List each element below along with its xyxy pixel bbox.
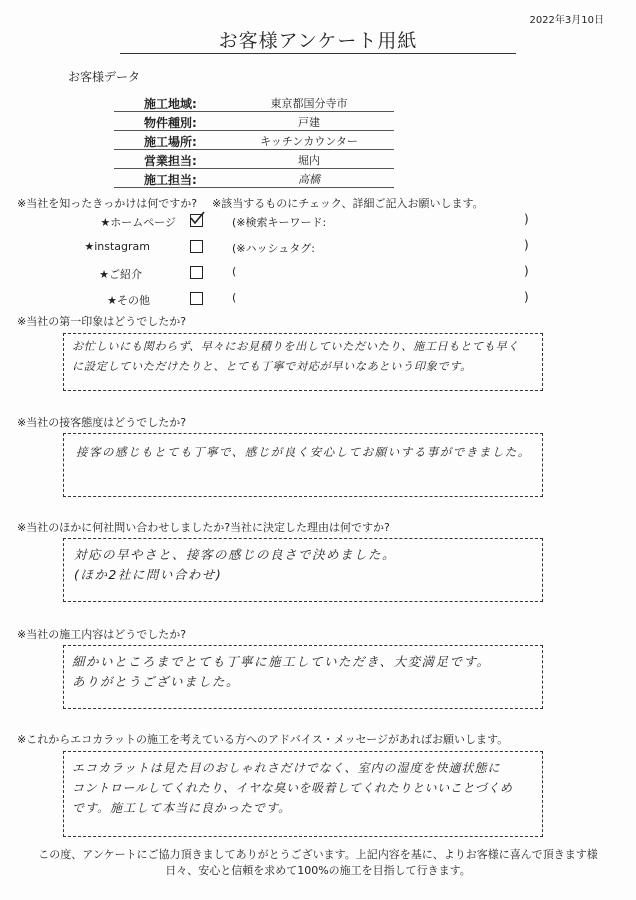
row-label: 施工地域: <box>144 97 197 111</box>
row-label: 物件種別: <box>144 116 197 130</box>
close-paren: ) <box>524 238 529 252</box>
answer-text <box>72 337 537 377</box>
handwritten-installer-name: 高橋 <box>298 173 320 186</box>
row-underline <box>114 187 394 188</box>
footer-line-2: 日々、安心と信頼を求めて100%の施工を目指して行きます。 <box>165 864 471 877</box>
page-title: お客様アンケート用紙 <box>218 30 418 52</box>
row-label: 施工担当: <box>144 173 197 187</box>
customer-row-area <box>114 93 394 112</box>
close-paren: ) <box>524 290 529 304</box>
answer-line: です。施工して本当に良かったです。 <box>72 801 292 815</box>
row-value: キッチンカウンター <box>260 135 358 148</box>
row-value: 戸建 <box>298 116 320 129</box>
row-label: 営業担当: <box>144 154 197 168</box>
q6-question: ※これからエコカラットの施工を考えている方へのアドバイス・メッセージがあればお願いします。 <box>17 733 509 746</box>
answer-line: コントロールしてくれたり、イヤな臭いを吸着してくれたりといいことづくめ <box>72 781 513 795</box>
answer-line: 接客の感じもとても丁寧で、感じが良く安心してお願いする事ができました。 <box>76 445 531 459</box>
source-detail-homepage: (※検索キーワード: <box>232 216 327 229</box>
source-detail-other: ( <box>232 291 237 304</box>
footer-line-1: この度、アンケートにご協力頂きましてありがとうございます。上記内容を基に、よりお客様に喜んで頂きます様 <box>38 848 598 861</box>
row-label: 施工場所: <box>144 135 197 149</box>
q3-question: ※当社の接客態度はどうでしたか? <box>17 416 187 429</box>
source-detail-instagram: (※ハッシュタグ: <box>232 242 315 255</box>
row-value: 東京都国分寺市 <box>270 97 348 110</box>
answer-line: ありがとうございました。 <box>72 674 241 689</box>
checkbox-referral[interactable] <box>190 266 203 279</box>
answer-line: エコカラットは見た目のおしゃれさだけでなく、室内の湿度を快適状態に <box>72 761 501 775</box>
answer-line: お忙しいにも関わらず、早々にお見積りを出していただいたり、施工日もとても早く <box>72 340 520 353</box>
q2-question: ※当社の第一印象はどうでしたか? <box>17 315 187 328</box>
checkbox-other[interactable] <box>190 292 203 305</box>
checkbox-instagram[interactable] <box>190 240 203 253</box>
answer-text <box>72 758 534 818</box>
q1-instruction: ※該当するものにチェック、詳細ご記入お願いします。 <box>212 197 484 210</box>
answer-text <box>76 442 536 462</box>
customer-row-sales <box>114 150 394 169</box>
source-label-referral: ★ご紹介 <box>99 268 142 281</box>
q1-question: ※当社を知ったきっかけは何ですか? <box>17 197 198 210</box>
q5-question: ※当社の施工内容はどうでしたか? <box>17 628 187 641</box>
close-paren: ) <box>524 212 529 226</box>
answer-text <box>72 652 532 692</box>
close-paren: ) <box>524 264 529 278</box>
source-label-instagram: ★instagram <box>84 240 150 253</box>
source-detail-referral: ( <box>232 265 237 278</box>
source-label-other: ★その他 <box>107 294 150 307</box>
customer-row-location <box>114 131 394 150</box>
title-underline <box>120 53 516 54</box>
answer-line: (ほか2社に問い合わせ) <box>74 567 223 582</box>
source-label-homepage: ★ホームページ <box>100 216 176 229</box>
answer-line: 細かいところまでとても丁寧に施工していただき、大変満足です。 <box>72 654 491 669</box>
customer-section-heading: お客様データ <box>68 70 141 84</box>
checkmark-icon <box>189 211 205 225</box>
survey-date: 2022年3月10日 <box>529 15 604 26</box>
answer-line: に設定していただけたりと、とても丁寧で対応が早いなあという印象です。 <box>72 360 472 373</box>
customer-row-type <box>114 112 394 131</box>
q4-question: ※当社のほかに何社問い合わせしましたか?当社に決定した理由は何ですか? <box>17 521 390 534</box>
answer-line: 対応の早やさと、接客の感じの良さで決めました。 <box>74 547 397 562</box>
answer-text <box>74 545 534 585</box>
row-value: 堀内 <box>298 154 320 167</box>
customer-row-installer <box>114 169 394 188</box>
